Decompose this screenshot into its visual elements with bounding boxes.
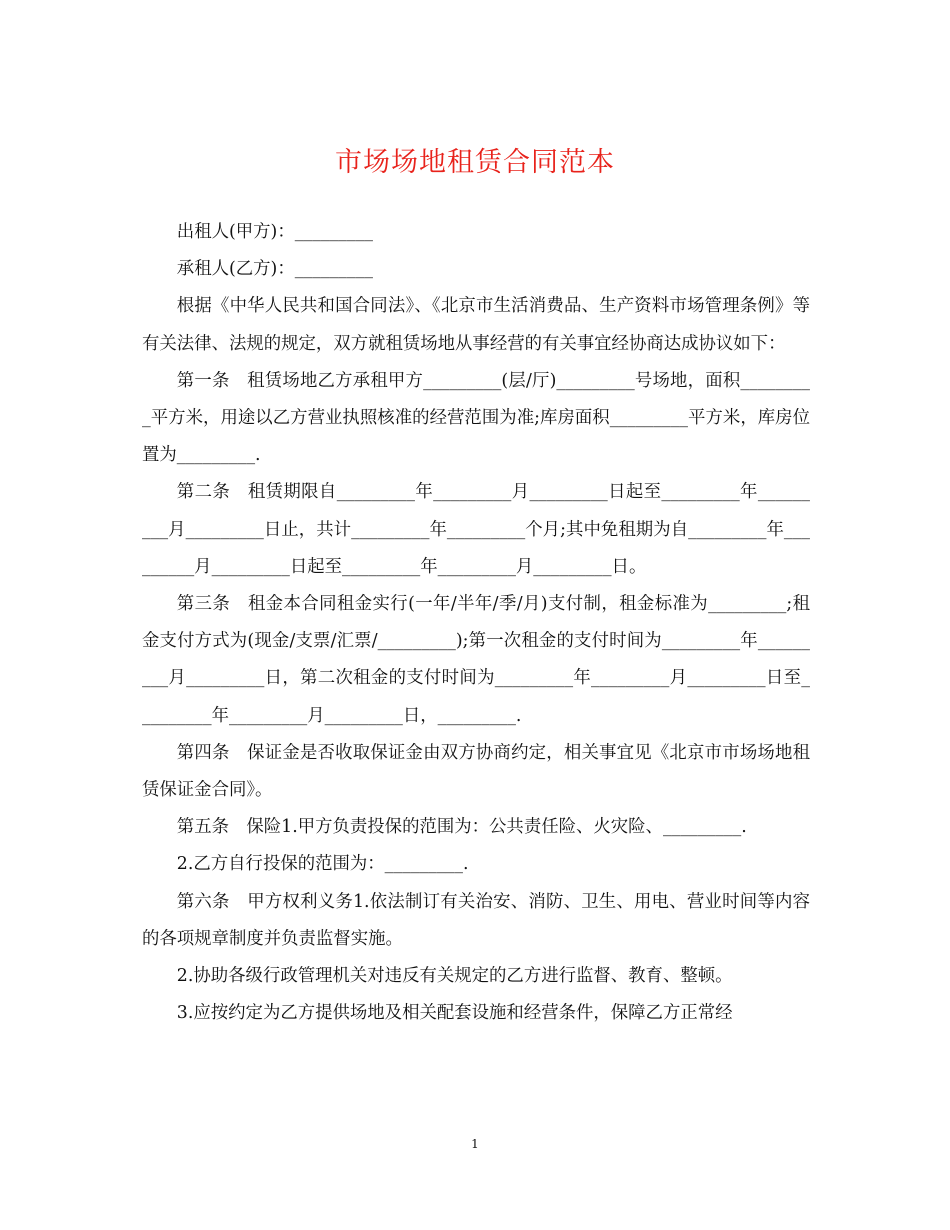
paragraph-article-6-item-3: 3.应按约定为乙方提供场地及相关配套设施和经营条件，保障乙方正常经 <box>176 1003 733 1024</box>
paragraph-article-6-item-2: 2.协助各级行政管理机关对违反有关规定的乙方进行监督、教育、整顿。 <box>176 966 733 987</box>
paragraph-article-6: 第六条 甲方权利义务1.依法制订有关治安、消防、卫生、用电、营业时间等内容的各项规章制度并负责监督实施。 <box>142 891 810 949</box>
paragraph-article-1: 第一条 租赁场地乙方承租甲方_________(层/厅)_________号场地，面积_________平方米，用途以乙方营业执照核准的经营范围为准;库房面积_________平方米，库房位置为_________. <box>142 370 810 466</box>
paragraph-article-5: 第五条 保险1.甲方负责投保的范围为：公共责任险、火灾险、_________. <box>176 817 747 838</box>
paragraph-article-3: 第三条 租金本合同租金实行(一年/半年/季/月)支付制，租金标准为_________;租金支付方式为(现金/支票/汇票/_________);第一次租金的支付时间为_________年_________月_________日，第二次租金的支付时间为_________年_________月_________日至_________年_________月_________日，_________. <box>142 594 810 726</box>
paragraph-article-4: 第四条 保证金是否收取保证金由双方协商约定，相关事宜见《北京市市场场地租赁保证金合同》。 <box>142 742 810 801</box>
document-title: 市场场地租赁合同范本 <box>335 147 615 178</box>
paragraph-lessor: 出租人(甲方)：_________ <box>176 222 373 242</box>
paragraph-lessee: 承租人(乙方)：_________ <box>176 259 373 280</box>
paragraph-article-2: 第二条 租赁期限自_________年_________月_________日起至_________年_________月_________日止，共计_________年_________个月;其中免租期为自_________年_________月_________日起至_________年_________月_________日。 <box>142 482 810 577</box>
paragraph-preamble: 根据《中华人民共和国合同法》、《北京市生活消费品、生产资料市场管理条例》等有关法律、法规的规定，双方就租赁场地从事经营的有关事宜经协商达成协议如下： <box>142 296 810 354</box>
document-body <box>142 214 810 1032</box>
paragraph-article-5-item-2: 2.乙方自行投保的范围为：_________. <box>176 854 469 875</box>
page-number: 1 <box>471 1137 479 1151</box>
